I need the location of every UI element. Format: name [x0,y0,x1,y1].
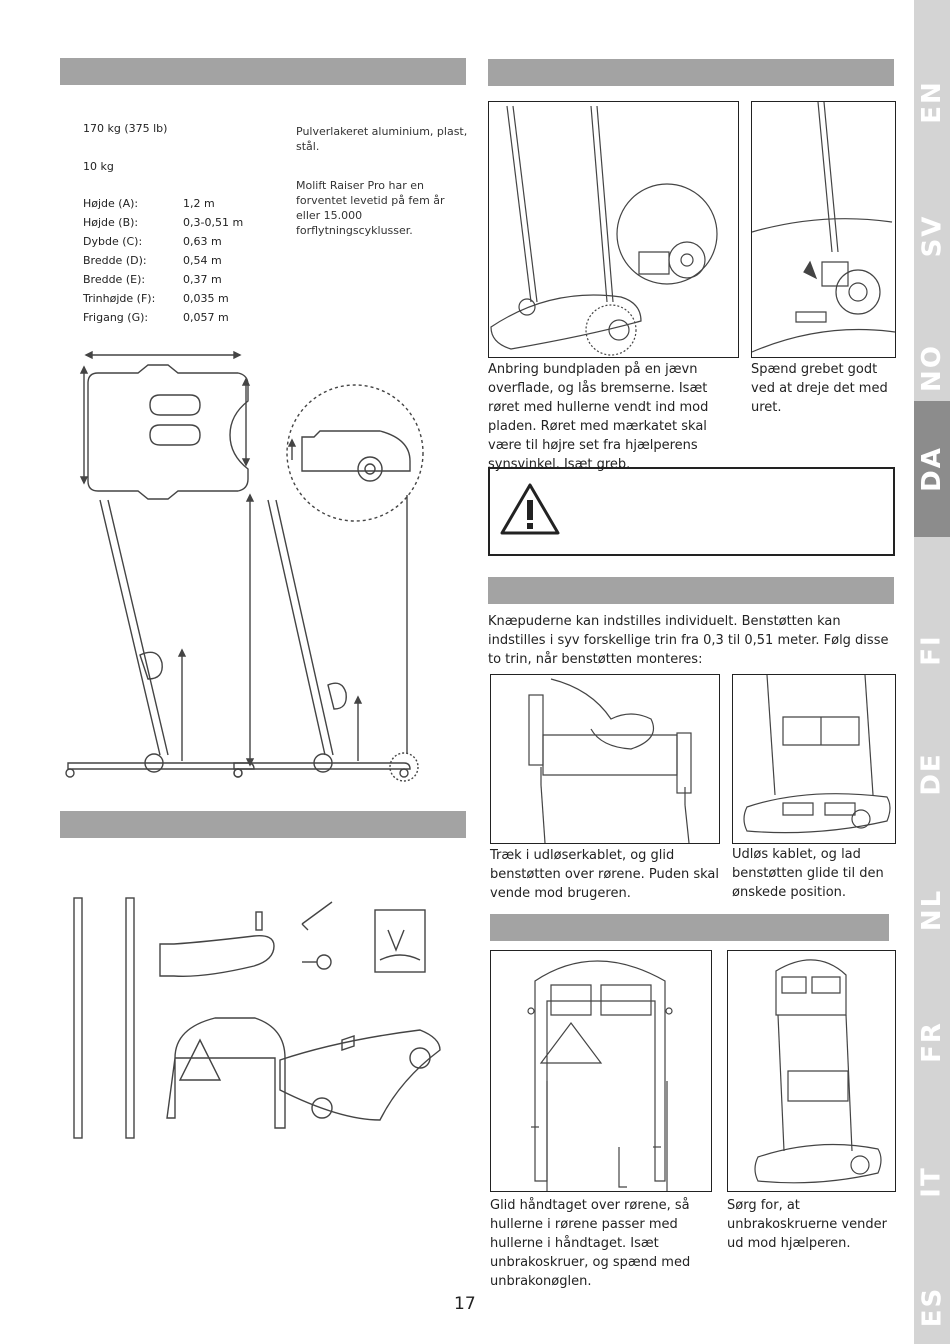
section-bar-specs [60,58,466,85]
figure-step-6 [727,950,896,1192]
figure-step-2 [751,101,896,358]
step-4-caption: Udløs kablet, og lad benstøtten glide til den ønskede position. [732,847,884,900]
spec-weight: 10 kg [83,160,114,173]
parts-drawing [70,890,466,1150]
language-tab-label: FR [917,1021,947,1063]
dimension-drawing [70,345,430,785]
step-2-caption: Spænd grebet godt ved at dreje det med uret. [751,362,888,415]
language-tab-es[interactable] [914,1270,950,1344]
spec-max-load: 170 kg (375 lb) [83,122,168,135]
figure-step-5 [490,950,712,1192]
page-number: 17 [454,1294,476,1314]
spec-dim-label: Dybde (C): [83,235,143,248]
language-tab-label: EN [917,80,947,124]
spec-dim-row [83,308,243,327]
spec-dim-value: 0,37 m [183,273,222,286]
spec-dim-value: 0,057 m [183,311,229,324]
step-6-caption: Sørg for, at unbrakoskruerne vender ud mod hjælperen. [727,1198,887,1251]
figure-step-3 [490,674,720,844]
spec-dim-value: 0,035 m [183,292,229,305]
section-bar-parts [60,811,466,838]
language-sidebar [914,0,950,1344]
language-tab-label: DA [917,446,947,492]
spec-dim-row [83,251,243,270]
spec-dim-value: 0,54 m [183,254,222,267]
section-bar-shin-support [488,577,894,604]
spec-dim-value: 1,2 m [183,197,215,210]
spec-dim-row [83,232,243,251]
language-tab-it[interactable] [914,1140,950,1224]
language-tab-label: IT [916,1166,947,1198]
language-tab-fr[interactable] [914,1000,950,1084]
step-3-caption: Træk i udløserkablet, og glid benstøtten over rørene. Puden skal vende mod brugeren. [490,848,719,901]
language-tab-fi[interactable] [914,608,950,692]
spec-dim-row [83,270,243,289]
spec-dim-label: Bredde (E): [83,273,146,286]
language-tab-sv[interactable] [914,194,950,278]
language-tab-label: FI [917,634,947,666]
language-tab-de[interactable] [914,732,950,816]
figure-step-1 [488,101,739,358]
language-tab-no[interactable] [914,326,950,410]
spec-dimensions [83,194,243,327]
step-5-caption: Glid håndtaget over rørene, så hullerne i rørene passer med hullerne i håndtaget. Isæt unbrakoskruer, og spænd med unbrakonøglen. [490,1198,691,1289]
spec-material: Pulverlakeret aluminium, plast, stål. [296,125,468,153]
spec-dim-row [83,194,243,213]
language-tab-label: ES [917,1286,947,1328]
spec-dim-row [83,213,243,232]
warning-icon [500,483,560,535]
language-tab-label: SV [917,214,948,258]
figure-step-4 [732,674,896,844]
spec-dim-label: Højde (A): [83,197,139,210]
spec-dim-label: Bredde (D): [83,254,147,267]
spec-dim-value: 0,63 m [183,235,222,248]
spec-dim-label: Trinhøjde (F): [83,292,156,305]
section-bar-assembly [488,59,894,86]
step-1-caption: Anbring bundpladen på en jævn overflade, og lås bremserne. Isæt røret med hullerne vendt ind mod pladen. Røret med mærkatet skal være til højre set fra hjælperens synsvinkel. Isæt greb. [488,362,709,472]
spec-dim-value: 0,3-0,51 m [183,216,244,229]
spec-lifetime: Molift Raiser Pro har en forventet levetid på fem år eller 15.000 forflytningscyklusser. [296,179,445,237]
language-tab-label: NL [917,888,948,932]
language-tab-nl[interactable] [914,868,950,952]
spec-dim-label: Frigang (G): [83,311,149,324]
language-tab-label: DE [917,752,947,796]
spec-dim-label: Højde (B): [83,216,139,229]
language-tab-label: NO [917,344,947,392]
language-tab-da[interactable] [914,401,950,537]
section-bar-handle [490,914,889,941]
spec-dim-row [83,289,243,308]
language-tab-en[interactable] [914,60,950,144]
warning-box [488,467,895,556]
shin-support-intro: Knæpuderne kan indstilles individuelt. Benstøtten kan indstilles i syv forskellige trin fra 0,3 til 0,51 meter. Følg disse to trin, når benstøtten monteres: [488,614,889,667]
